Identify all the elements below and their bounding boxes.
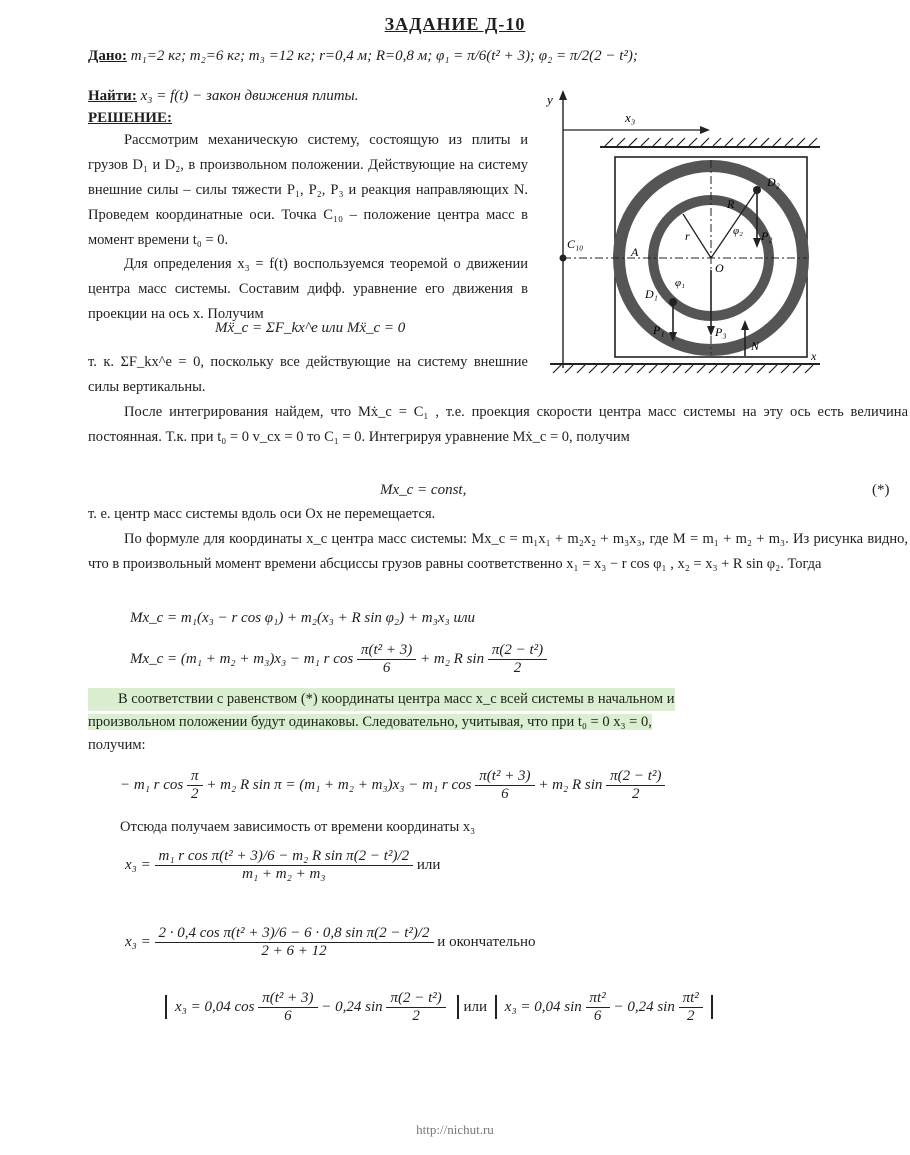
- d1-label: D₁: [645, 287, 658, 301]
- x3-label: x₃: [625, 110, 636, 125]
- y-axis-label: y: [547, 92, 553, 107]
- c10-label: C₁₀: [567, 237, 584, 251]
- paragraph-center-fixed: т. е. центр масс системы вдоль оси Ox не перемещается.: [88, 506, 436, 522]
- footer-url: http://nichut.ru: [416, 1122, 494, 1137]
- paragraph-coordinates: По формуле для координаты x_c центра масс системы: Mx_c = m₁x₁ + m₂x₂ + m₃x₃, где M = m₁ + m₂ + m₃. Из рисунка видно, что в произвольный момент времени абсциссы грузов равны соответственно x₁ = x₃ − r cos φ₁ , x₂ = x₃ + R sin φ₂. Тогда: [88, 531, 908, 572]
- formula-mxc-expanded: Mx_c = m₁(x₃ − r cos φ₁) + m₂(x₃ + R sin φ₂) + m₃x₃ или: [130, 610, 475, 626]
- d2-label: D₂: [767, 175, 780, 189]
- formula-x3-symbolic: x₃ = $\frac{\text{m₁ r cos π(t² + 3)/6 − m₂ R sin π(2 − t²)/2}}{\text{m₁ + m₂ + m₃}}$ или: [125, 848, 441, 882]
- phi1-label: φ₁: [675, 277, 685, 289]
- paragraph-theorem: Для определения x₃ = f(t) воспользуемся теоремой о движении центра масс системы. Составим дифф. уравнение его движения в проекции на ось x. Получим: [88, 256, 528, 322]
- c10-point: [560, 255, 567, 262]
- line-get: получим:: [88, 737, 146, 753]
- p2-arrow: [753, 238, 761, 248]
- find-text: x₃ = f(t) − закон движения плиты.: [140, 88, 359, 104]
- o-label: O: [715, 261, 724, 275]
- given-label: Дано:: [88, 48, 127, 64]
- n-arrow: [741, 320, 749, 330]
- paragraph-dependence: Отсюда получаем зависимость от времени координаты x₃: [120, 819, 476, 835]
- mechanism-figure: [545, 90, 825, 390]
- formula-mxc-mid: + m₂ R sin: [419, 650, 485, 667]
- formula-mxc-final: [130, 642, 547, 677]
- formula-x3-final: x₃ = 0,04 cos $\frac{\text{π(t² + 3)}}{6}$ − 0,24 sin $\frac{\text{π(2 − t²)}}{2}$ или x₃ = 0,04 sin $\frac{\text{πt²}}{6}$ − 0,24 sin $\frac{\text{πt²}}{2}$: [165, 990, 713, 1025]
- highlighted-line-2: произвольном положении будут одинаковы. Следовательно, учитывая, что при t₀ = 0 x₃ = 0,: [88, 714, 652, 730]
- r-label: r: [685, 229, 690, 243]
- phi2-label: φ₂: [733, 225, 743, 237]
- solution-label: РЕШЕНИЕ:: [88, 110, 172, 126]
- x-axis-label: x: [811, 349, 817, 363]
- formula-x3-numeric: x₃ = $\frac{\text{2 · 0,4 cos π(t² + 3)/6 − 6 · 0,8 sin π(2 − t²)/2}}{2 + 6 + 12}$ и окончательно: [125, 925, 536, 959]
- page-title: ЗАДАНИЕ Д-10: [384, 14, 526, 34]
- p1-label: P₁: [653, 323, 665, 337]
- p2-label: P₂: [761, 229, 773, 243]
- bottom-rail-hatch: [553, 365, 813, 373]
- fraction-phi1: $\frac{\text{π(t² + 3)}}{6}$: [357, 642, 416, 677]
- paragraph-equal-com: [88, 688, 675, 757]
- top-rail-hatch: [605, 138, 817, 146]
- find-label: Найти:: [88, 88, 137, 104]
- highlighted-line-1: В соответствии с равенством (*) координаты центра масс x_c всей системы в начальном и: [88, 688, 675, 711]
- a-label: A: [631, 245, 639, 259]
- paragraph-integration: После интегрирования найдем, что Mẋ_c = C₁ , т.е. проекция скорости центра масс системы на эту ось есть величина постоянная. Т.к. при t₀ = 0 v_cx = 0 то C₁ = 0. Интегрируя уравнение Mẋ_c = 0, получим: [88, 404, 908, 445]
- find-line: [88, 86, 358, 106]
- given-line: [88, 46, 638, 66]
- y-axis-arrow: [559, 90, 567, 100]
- p3-arrow: [707, 326, 715, 336]
- given-text: m₁=2 кг; m₂=6 кг; m₃ =12 кг; r=0,4 м; R=0,8 м; φ₁ = π/6(t² + 3); φ₂ = π/2(2 − t²);: [130, 48, 638, 64]
- formula-mxc-left: Mx_c = (m₁ + m₂ + m₃)x₃ − m₁ r cos: [130, 650, 354, 667]
- R-label: R: [727, 197, 735, 211]
- paragraph-forces: т. к. ΣF_kx^e = 0, поскольку все действующие на систему внешние силы вертикальны.: [88, 354, 528, 395]
- fraction-phi2: $\frac{\text{π(2 − t²)}}{2}$: [488, 642, 547, 677]
- n-label: N: [751, 339, 760, 353]
- x3-arrow: [700, 126, 710, 134]
- paragraph-setup: Рассмотрим механическую систему, состоящую из плиты и грузов D₁ и D₂, в произвольном положении. Действующие на систему внешние силы – силы тяжести P₁, P₂, P₃ и реакция направляющих N. Проведем координатные оси. Точка C₁₀ – положение центра масс в момент времени t₀ = 0.: [88, 132, 528, 248]
- answer-box-2: x₃ = 0,04 sin $\frac{\text{πt²}}{6}$ − 0,24 sin $\frac{\text{πt²}}{2}$: [495, 995, 713, 1019]
- formula-com-equation: Mẍ_c = ΣF_kx^e или Mẍ_c = 0: [215, 320, 406, 336]
- answer-box-1: x₃ = 0,04 cos $\frac{\text{π(t² + 3)}}{6}$ − 0,24 sin $\frac{\text{π(2 − t²)}}{2}$: [165, 995, 459, 1019]
- formula-equality: − m₁ r cos $\frac{\pi}{2}$ + m₂ R sin π = (m₁ + m₂ + m₃)x₃ − m₁ r cos $\frac{\text{π(t² + 3)}}{6}$ + m₂ R sin $\frac{\text{π(2 − t²)}}{2}$: [120, 768, 665, 803]
- p3-label: P₃: [715, 325, 727, 339]
- formula-const: Mx_c = const,: [380, 482, 467, 498]
- formula-tag: (*): [872, 482, 890, 498]
